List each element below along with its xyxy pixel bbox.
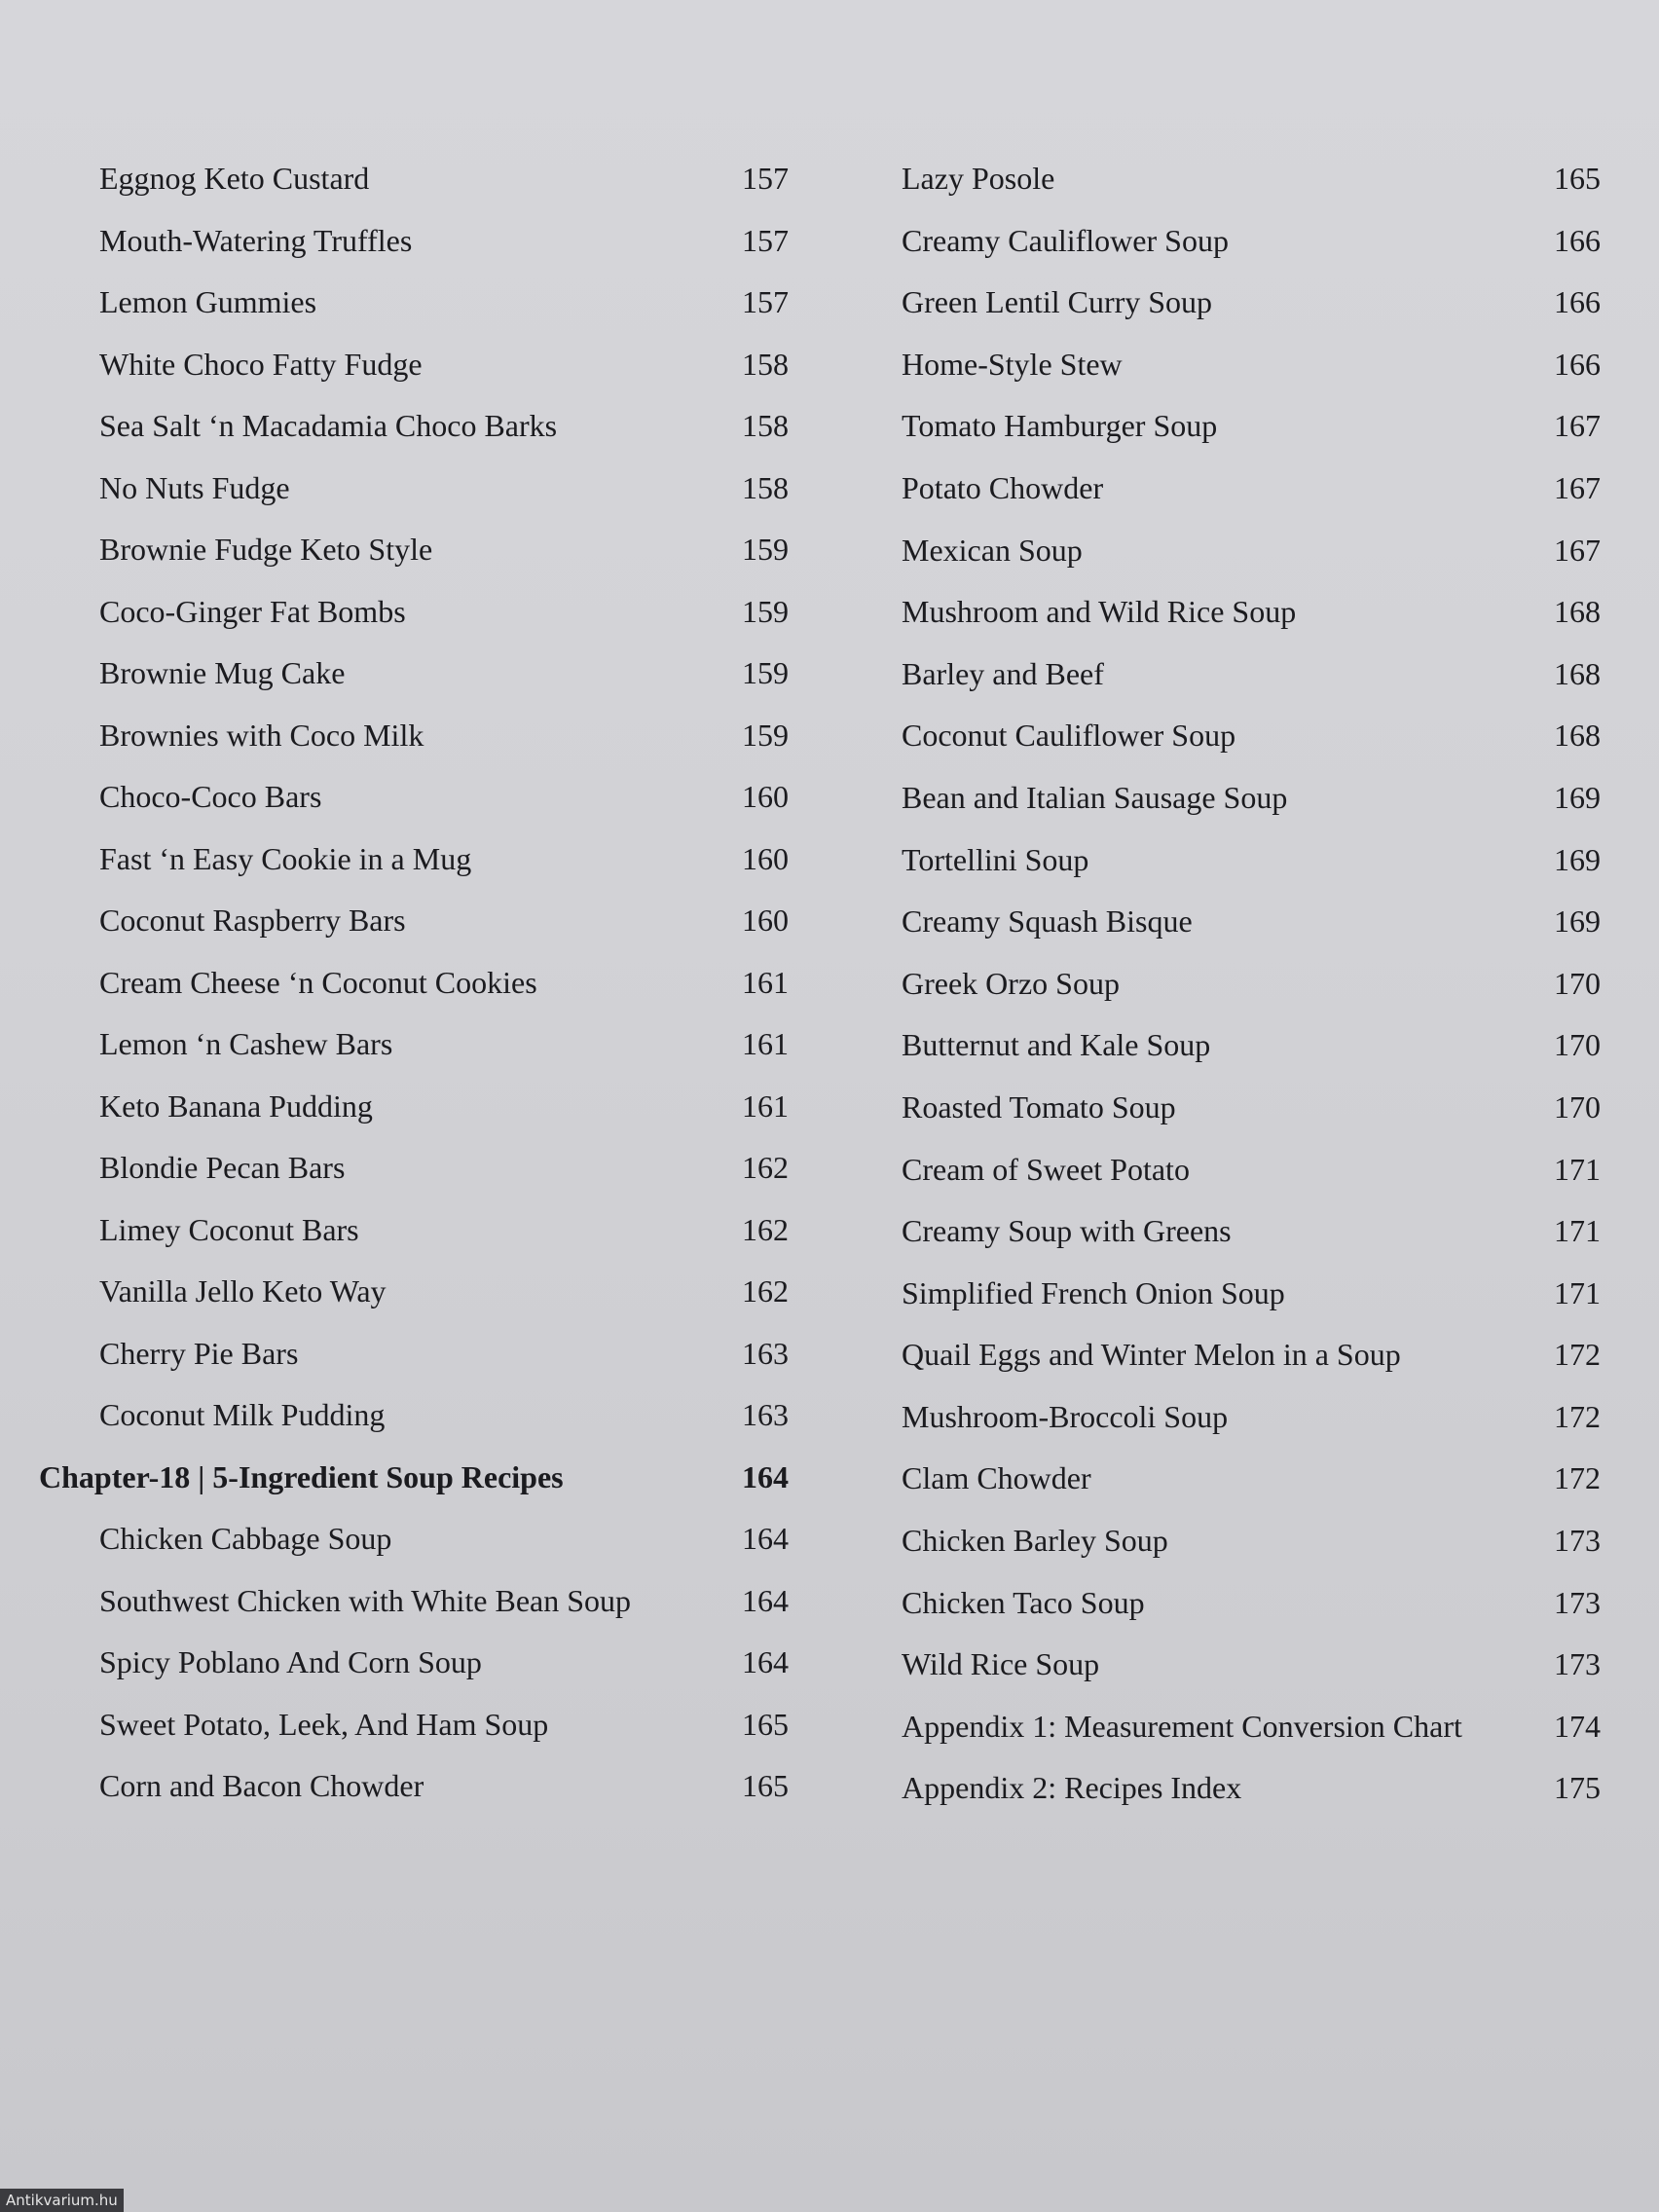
entry-title: Southwest Chicken with White Bean Soup [99, 1582, 632, 1618]
entry-title: Vanilla Jello Keto Way [99, 1273, 387, 1309]
toc-entry [39, 1137, 789, 1199]
entry-title: Spicy Poblano And Corn Soup [99, 1644, 482, 1679]
page-number: 169 [1554, 841, 1601, 877]
dot-leader [1101, 1639, 1546, 1673]
entry-title: Cream Cheese ‘n Coconut Cookies [99, 964, 537, 1000]
entry-title: Coconut Raspberry Bars [99, 903, 406, 938]
watermark: Antikvarium.hu [0, 2189, 124, 2212]
dot-leader [1243, 1762, 1546, 1796]
entry-title: Mouth-Watering Truffles [99, 222, 413, 258]
page-number: 164 [742, 1644, 789, 1679]
entry-title: Keto Banana Pudding [99, 1088, 373, 1124]
dot-leader [1106, 648, 1546, 682]
page-number: 163 [742, 1397, 789, 1432]
dot-leader [424, 338, 734, 372]
toc-left-column [39, 148, 789, 1818]
entry-title: White Choco Fatty Fudge [99, 346, 423, 382]
page-number: 173 [1554, 1584, 1601, 1620]
toc-entry [902, 1634, 1601, 1696]
toc-entry [902, 830, 1601, 892]
page-number: 162 [742, 1150, 789, 1185]
toc-entry [39, 890, 789, 952]
toc-entry [39, 1694, 789, 1756]
dot-leader [1231, 214, 1546, 248]
dot-leader [1178, 1082, 1546, 1116]
dot-leader [408, 585, 734, 619]
toc-entry [39, 1076, 789, 1138]
dot-leader [1214, 276, 1546, 311]
entry-title: Chicken Cabbage Soup [99, 1521, 392, 1556]
entry-title: Butternut and Kale Soup [902, 1027, 1211, 1063]
entry-title: Corn and Bacon Chowder [99, 1768, 424, 1803]
dot-leader [1230, 1391, 1546, 1425]
entry-title: No Nuts Fudge [99, 469, 290, 505]
page-number: 157 [742, 161, 789, 196]
dot-leader [1234, 1205, 1546, 1239]
toc-entry [902, 644, 1601, 706]
entry-title: Choco-Coco Bars [99, 779, 322, 814]
entry-title: Coconut Cauliflower Soup [902, 718, 1236, 754]
dot-leader [371, 153, 734, 187]
entry-title: Chicken Barley Soup [902, 1523, 1168, 1559]
page-number: 173 [1554, 1646, 1601, 1682]
page-number: 159 [742, 717, 789, 753]
toc-entry [902, 1014, 1601, 1077]
dot-leader [323, 771, 734, 805]
page-number: 157 [742, 284, 789, 319]
entry-title: Roasted Tomato Soup [902, 1088, 1176, 1124]
entry-title: Quail Eggs and Winter Melon in a Soup [902, 1337, 1401, 1373]
page-number: 160 [742, 903, 789, 938]
page-number: 159 [742, 532, 789, 567]
dot-leader [292, 461, 734, 496]
toc-entry [902, 1448, 1601, 1510]
entry-title: Green Lentil Curry Soup [902, 284, 1213, 320]
dot-leader [387, 1389, 734, 1423]
page-number: 159 [742, 593, 789, 629]
page-number: 165 [1554, 161, 1601, 196]
toc-entry [39, 1384, 789, 1447]
page-number: 168 [1554, 594, 1601, 630]
page-number: 167 [1554, 469, 1601, 505]
entry-title: Blondie Pecan Bars [99, 1150, 346, 1185]
page-number: 161 [742, 964, 789, 1000]
page-number: 173 [1554, 1523, 1601, 1559]
toc-entry [39, 952, 789, 1014]
page-number: 163 [742, 1335, 789, 1371]
chapter-title: Chapter-18 | 5-Ingredient Soup Recipes [39, 1458, 564, 1494]
dot-leader [361, 1203, 734, 1237]
entry-title: Brownies with Coco Milk [99, 717, 424, 753]
toc-entry [39, 1755, 789, 1818]
page-number: 172 [1554, 1460, 1601, 1496]
dot-leader [1170, 1515, 1546, 1549]
dot-leader [1195, 896, 1546, 930]
entry-title: Eggnog Keto Custard [99, 161, 370, 196]
entry-title: Sweet Potato, Leek, And Ham Soup [99, 1706, 549, 1742]
entry-title: Bean and Italian Sausage Soup [902, 779, 1288, 815]
dot-leader [1090, 833, 1546, 867]
page-number: 158 [742, 469, 789, 505]
toc-entry [902, 891, 1601, 953]
toc-entry [902, 272, 1601, 334]
toc-entry [902, 210, 1601, 273]
dot-leader [550, 1698, 734, 1732]
toc-entry [39, 1014, 789, 1076]
dot-leader [539, 956, 734, 990]
entry-title: Sea Salt ‘n Macadamia Choco Barks [99, 408, 558, 443]
dot-leader [1237, 710, 1546, 744]
page-number: 157 [742, 222, 789, 258]
dot-leader [559, 400, 734, 434]
page-number: 162 [742, 1211, 789, 1247]
entry-title: Greek Orzo Soup [902, 965, 1120, 1001]
dot-leader [347, 647, 734, 682]
page-number: 160 [742, 840, 789, 876]
entry-title: Limey Coconut Bars [99, 1211, 359, 1247]
dot-leader [484, 1637, 734, 1671]
page-number: 169 [1554, 779, 1601, 815]
toc-entry [902, 953, 1601, 1015]
entry-title: Tortellini Soup [902, 841, 1089, 877]
dot-leader [566, 1451, 734, 1485]
entry-title: Creamy Cauliflower Soup [902, 222, 1229, 258]
toc-entry [39, 395, 789, 458]
dot-leader [1085, 524, 1546, 558]
toc-entry [39, 1199, 789, 1262]
toc-entry [39, 1508, 789, 1570]
toc-entry [39, 1323, 789, 1385]
toc-entry [902, 1324, 1601, 1386]
dot-leader [1124, 339, 1546, 373]
page-number: 158 [742, 346, 789, 382]
toc-entry [902, 458, 1601, 520]
entry-title: Barley and Beef [902, 655, 1104, 691]
page-number: 162 [742, 1273, 789, 1309]
page-number: 158 [742, 408, 789, 443]
dot-leader [1289, 772, 1546, 806]
toc-entry [902, 148, 1601, 210]
dot-leader [425, 709, 734, 743]
dot-leader [1105, 462, 1546, 497]
page-number: 159 [742, 655, 789, 690]
toc-entry [39, 148, 789, 210]
page-number: 161 [742, 1026, 789, 1061]
page-number: 160 [742, 779, 789, 814]
dot-leader [434, 524, 734, 558]
page-number: 171 [1554, 1213, 1601, 1249]
page-number: 168 [1554, 655, 1601, 691]
toc-entry [39, 643, 789, 705]
toc-entry [902, 1757, 1601, 1820]
toc-entry [902, 520, 1601, 582]
dot-leader [375, 1080, 734, 1114]
dot-leader [318, 276, 734, 311]
dot-leader [347, 1142, 734, 1176]
page-number: 166 [1554, 346, 1601, 382]
entry-title: Cream of Sweet Potato [902, 1151, 1190, 1187]
entry-title: Mexican Soup [902, 532, 1083, 568]
dot-leader [394, 1018, 734, 1052]
toc-entry [902, 1139, 1601, 1201]
dot-leader [1464, 1701, 1546, 1735]
toc-entry [902, 705, 1601, 767]
page-number: 161 [742, 1088, 789, 1124]
entry-title: Mushroom-Broccoli Soup [902, 1398, 1229, 1434]
page-number: 166 [1554, 284, 1601, 320]
dot-leader [1298, 586, 1546, 620]
entry-title: Tomato Hamburger Soup [902, 408, 1218, 444]
toc-entry [39, 272, 789, 334]
entry-title: Brownie Fudge Keto Style [99, 532, 433, 567]
page-number: 165 [742, 1768, 789, 1803]
entry-title: Appendix 1: Measurement Conversion Chart [902, 1708, 1462, 1744]
entry-title: Creamy Squash Bisque [902, 903, 1193, 940]
dot-leader [1056, 153, 1546, 187]
toc-entry [39, 210, 789, 273]
toc-entry [39, 766, 789, 829]
toc-entry [39, 1261, 789, 1323]
dot-leader [473, 832, 734, 866]
toc-entry [902, 1572, 1601, 1635]
dot-leader [414, 214, 734, 248]
toc-entry [902, 1696, 1601, 1758]
toc-entry [39, 829, 789, 891]
dot-leader [1192, 1143, 1546, 1177]
entry-title: Simplified French Onion Soup [902, 1274, 1285, 1310]
entry-title: Clam Chowder [902, 1460, 1091, 1496]
toc-entry [39, 581, 789, 644]
entry-title: Cherry Pie Bars [99, 1335, 299, 1371]
dot-leader [1093, 1453, 1546, 1487]
entry-title: Lazy Posole [902, 161, 1055, 196]
toc-entry [39, 705, 789, 767]
toc-entry [39, 519, 789, 581]
entry-title: Potato Chowder [902, 469, 1104, 505]
page-number: 170 [1554, 1027, 1601, 1063]
toc-entry [902, 1077, 1601, 1139]
toc-entry [39, 458, 789, 520]
page-number: 167 [1554, 408, 1601, 444]
toc-right-column [902, 148, 1601, 1820]
entry-title: Coco-Ginger Fat Bombs [99, 593, 406, 629]
page-number: 171 [1554, 1151, 1601, 1187]
toc-entry [39, 1632, 789, 1694]
dot-leader [425, 1760, 734, 1794]
entry-title: Creamy Soup with Greens [902, 1213, 1232, 1249]
dot-leader [1147, 1576, 1546, 1610]
toc-entry [902, 1200, 1601, 1263]
toc-entry [902, 334, 1601, 396]
page-number: 164 [742, 1458, 789, 1494]
page-number: 169 [1554, 903, 1601, 940]
toc-entry [39, 334, 789, 396]
page-number: 167 [1554, 532, 1601, 568]
toc-entry [902, 395, 1601, 458]
entry-title: Lemon ‘n Cashew Bars [99, 1026, 393, 1061]
entry-title: Home-Style Stew [902, 346, 1123, 382]
entry-title: Fast ‘n Easy Cookie in a Mug [99, 840, 472, 876]
dot-leader [1212, 1019, 1546, 1053]
dot-leader [388, 1266, 734, 1300]
toc-entry [902, 767, 1601, 830]
dot-leader [1219, 400, 1546, 434]
page-number: 170 [1554, 965, 1601, 1001]
dot-leader [1403, 1329, 1546, 1363]
entry-title: Chicken Taco Soup [902, 1584, 1145, 1620]
dot-leader [408, 895, 734, 929]
entry-title: Wild Rice Soup [902, 1646, 1100, 1682]
dot-leader [1122, 958, 1546, 992]
entry-title: Appendix 2: Recipes Index [902, 1770, 1242, 1806]
entry-title: Brownie Mug Cake [99, 655, 346, 690]
page-number: 168 [1554, 718, 1601, 754]
toc-entry [39, 1570, 789, 1633]
page-number: 174 [1554, 1708, 1601, 1744]
entry-title: Mushroom and Wild Rice Soup [902, 594, 1297, 630]
page-number: 172 [1554, 1337, 1601, 1373]
dot-leader [1287, 1268, 1546, 1302]
toc-entry [902, 1510, 1601, 1572]
entry-title: Coconut Milk Pudding [99, 1397, 386, 1432]
dot-leader [300, 1327, 734, 1361]
page-number: 172 [1554, 1398, 1601, 1434]
page-number: 175 [1554, 1770, 1601, 1806]
page-number: 164 [742, 1521, 789, 1556]
toc-entry [902, 1386, 1601, 1449]
toc-entry [902, 1263, 1601, 1325]
toc-entry [902, 581, 1601, 644]
page-number: 165 [742, 1706, 789, 1742]
dot-leader [633, 1574, 734, 1608]
toc-chapter-heading [39, 1447, 789, 1509]
page-number: 164 [742, 1582, 789, 1618]
entry-title: Lemon Gummies [99, 284, 317, 319]
page-number: 170 [1554, 1088, 1601, 1124]
dot-leader [393, 1513, 734, 1547]
page-number: 166 [1554, 222, 1601, 258]
page-number: 171 [1554, 1274, 1601, 1310]
